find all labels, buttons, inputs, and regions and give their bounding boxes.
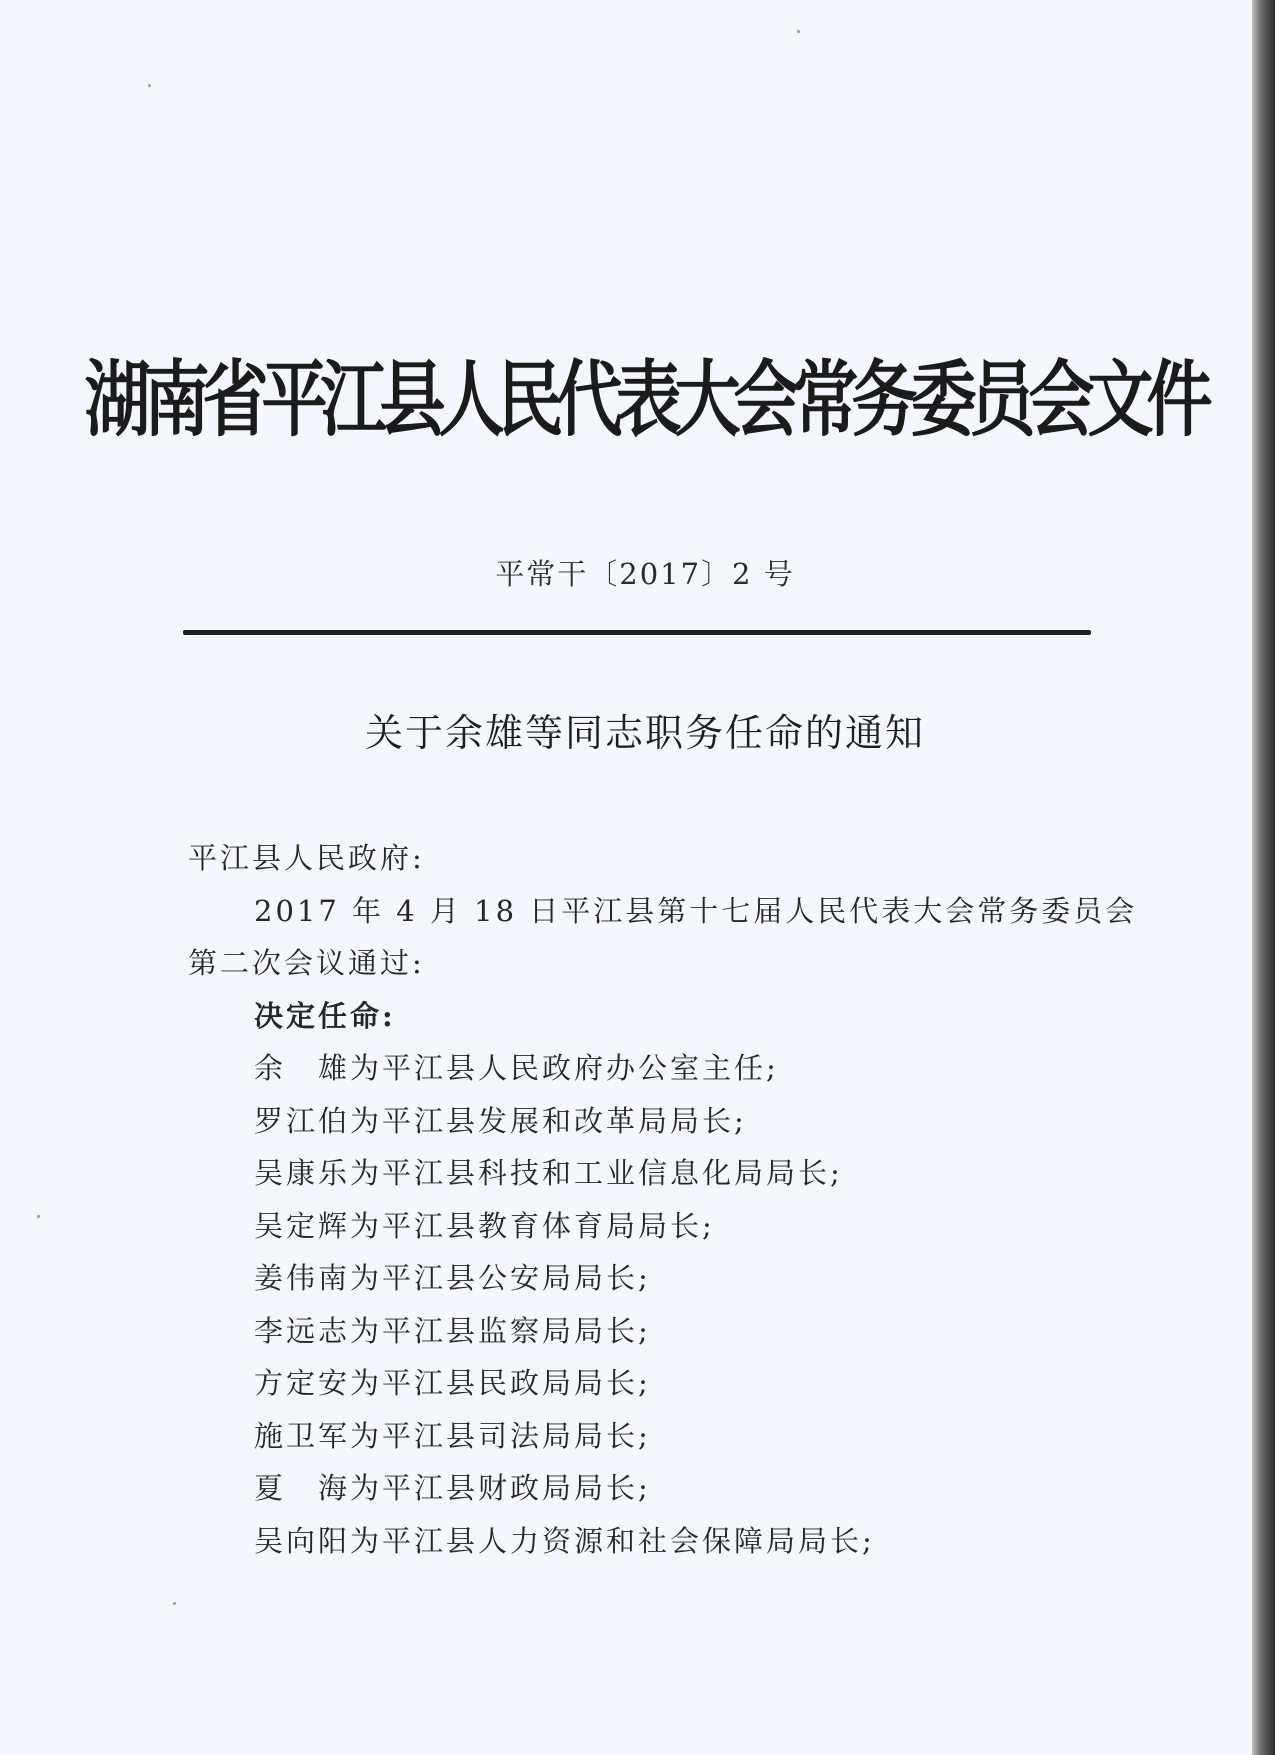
appointment-item: 施卫军为平江县司法局局长;	[254, 1418, 651, 1453]
intro-line-1: 2017 年 4 月 18 日平江县第十七届人民代表大会常务委员会	[254, 893, 1138, 928]
appointment-item: 方定安为平江县民政局局长;	[254, 1366, 651, 1400]
appointment-item: 吴康乐为平江县科技和工业信息化局局长;	[254, 1156, 843, 1190]
header-divider-line	[183, 630, 1091, 635]
addressee: 平江县人民政府:	[188, 841, 425, 875]
appointment-item: 吴向阳为平江县人力资源和社会保障局局长;	[254, 1523, 875, 1558]
appointment-item: 李远志为平江县监察局局长;	[254, 1313, 651, 1348]
notice-title: 关于余雄等同志职务任命的通知	[364, 711, 925, 755]
appointment-item: 姜伟南为平江县公安局局长;	[254, 1261, 651, 1295]
decision-label: 决定任命:	[254, 998, 396, 1033]
scanner-edge	[1252, 0, 1275, 1755]
appointment-item: 余 雄为平江县人民政府办公室主任;	[254, 1051, 779, 1085]
appointment-item: 夏 海为平江县财政局局长;	[254, 1471, 651, 1505]
intro-line-2: 第二次会议通过:	[188, 946, 425, 980]
issuer-header: 湖南省平江县人民代表大会常务委员会文件	[84, 350, 1206, 448]
scan-speck	[173, 1602, 176, 1605]
document-number: 平常干〔2017〕2 号	[495, 557, 795, 591]
scan-speck	[797, 30, 800, 33]
document-body	[188, 832, 1138, 1567]
appointment-list	[188, 1042, 1118, 1567]
appointment-item: 罗江伯为平江县发展和改革局局长;	[254, 1103, 747, 1138]
scan-speck	[37, 1215, 40, 1218]
appointment-item: 吴定辉为平江县教育体育局局长;	[254, 1208, 715, 1243]
scan-speck	[148, 84, 151, 87]
